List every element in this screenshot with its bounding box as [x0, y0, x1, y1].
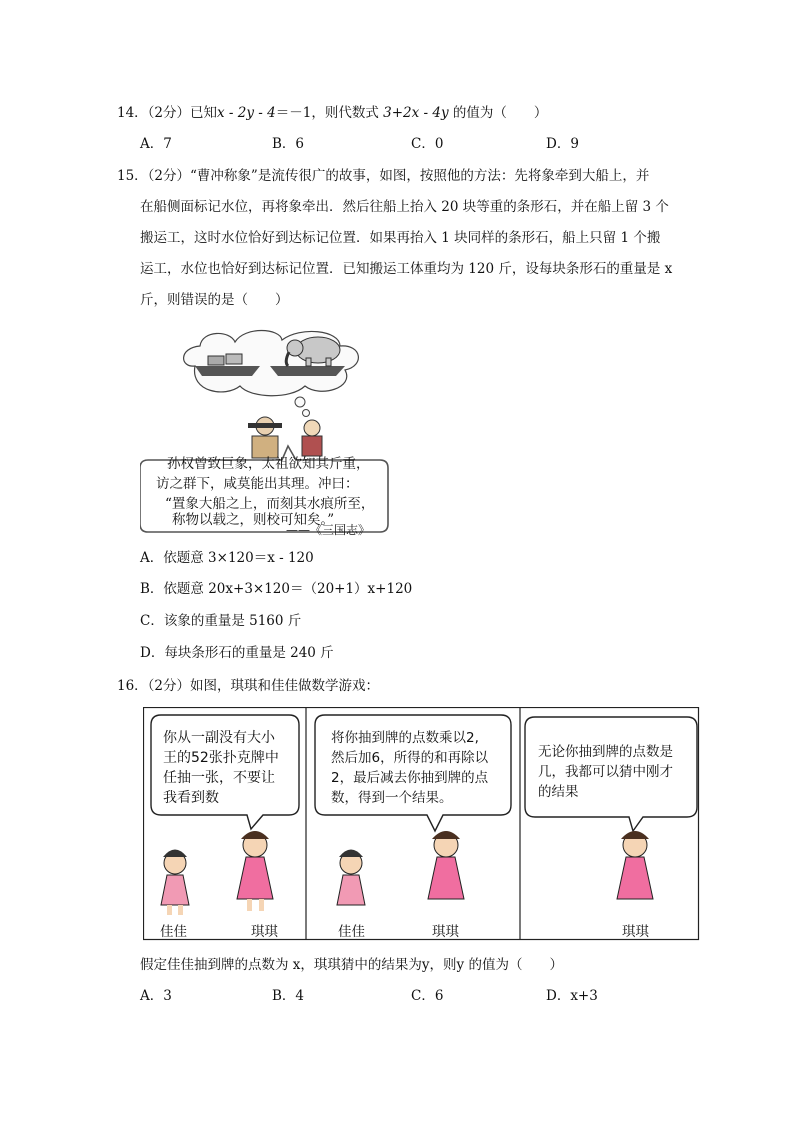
q15-option-c: C．该象的重量是 5160 斤 — [140, 613, 302, 629]
q15-line-4: 运工，水位也恰好到达标记位置．已知搬运工体重均为 120 斤，设每块条形石的重量是 x — [140, 261, 673, 277]
panel3-bubble: 无论你抽到牌的点数是 几，我都可以猜中刚才 的结果 — [538, 744, 673, 800]
q16-stem: 16．（2分）如图，琪琪和佳佳做数学游戏： — [117, 678, 380, 694]
q15-option-b: B．依题意 20x+3×120＝（20+1）x+120 — [140, 581, 413, 597]
q14-option-c: C．0 — [411, 136, 444, 152]
q15-option-a: A．依题意 3×120＝x - 120 — [140, 550, 314, 566]
q15-line-1: 15．（2分）“曹冲称象”是流传很广的故事，如图，按照他的方法：先将象牵到大船上，并 — [117, 168, 650, 184]
name-qiqi-panel3: 琪琪 — [622, 924, 649, 940]
quote-source: ——《三国志》 — [286, 523, 371, 537]
q15-line-5: 斤，则错误的是（ ） — [140, 292, 289, 308]
q16-option-c: C．6 — [411, 988, 444, 1004]
q15-line-2: 在船侧面标记水位，再将象牵出．然后往船上抬入 20 块等重的条形石，并在船上留 3 个 — [140, 199, 669, 215]
name-qiqi-panel1: 琪琪 — [251, 924, 278, 940]
q14-option-a: A．7 — [140, 136, 172, 152]
panel2-bubble: 将你抽到牌的点数乘以2, 然后加6，所得的和再除以 2，最后减去你抽到牌的点 数，得到一个结果。 — [331, 730, 489, 806]
q16-option-b: B．4 — [272, 988, 305, 1004]
q15-option-d: D．每块条形石的重量是 240 斤 — [140, 645, 334, 661]
name-jiajia-panel1: 佳佳 — [160, 924, 187, 940]
panel1-bubble: 你从一副没有大小 王的52张扑克牌中 任抽一张，不要让 我看到数 — [163, 730, 279, 806]
name-jiajia-panel2: 佳佳 — [338, 924, 365, 940]
q14-option-b: B．6 — [272, 136, 305, 152]
q14-stem: 14．（2分）已知x - 2y - 4＝－1，则代数式 3+2x - 4y 的值为（ ） — [117, 105, 548, 121]
q16-question: 假定佳佳抽到牌的点数为 x，琪琪猜中的结果为y，则y 的值为（ ） — [140, 957, 563, 973]
quote-line-2: 访之群下，咸莫能出其理。冲曰： — [156, 476, 359, 492]
q16-option-a: A．3 — [140, 988, 172, 1004]
q16-option-d: D．x+3 — [546, 988, 598, 1004]
quote-line-3: “置象大船之上，而刻其水痕所至， — [165, 496, 375, 512]
q15-line-3: 搬运工，这时水位恰好到达标记位置．如果再抬入 1 块同样的条形石，船上只留 1 个搬 — [140, 230, 661, 246]
jiajia-figure-1 — [161, 850, 189, 916]
q14-option-d: D．9 — [546, 136, 579, 152]
quote-line-1: 孙权曾致巨象，太祖欲知其斤重， — [167, 456, 370, 472]
name-qiqi-panel2: 琪琪 — [432, 924, 459, 940]
quote-line-4: 称物以载之，则校可知矣。” — [172, 512, 335, 528]
